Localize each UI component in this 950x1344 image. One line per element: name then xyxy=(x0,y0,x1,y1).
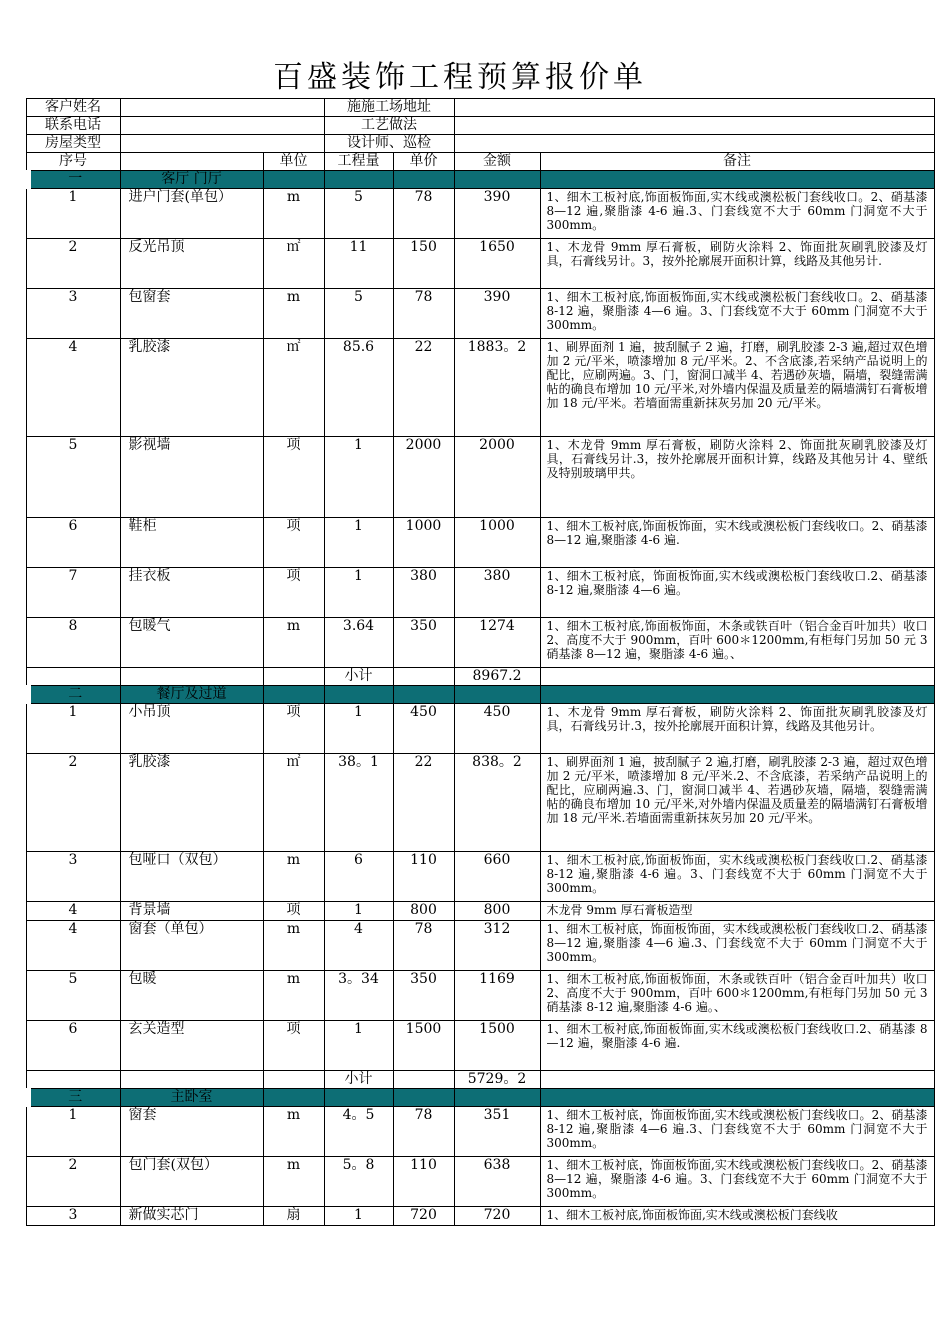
row-unit-price: 720 xyxy=(393,1207,454,1226)
row-item: 新做实芯门 xyxy=(120,1207,263,1226)
row-note: 1、刷界面剂 1 遍，披刮腻子 2 遍，打磨，刷乳胶漆 2-3 遍,超过双色增加 2 元/平米，喷漆增加 8 元/平米。2、不含底漆,若采纳产品说明上的配比，应刷两遍。3、门，窗洞口减半 4、若遇砂灰墙，隔墙，裂缝需满帖的确良布增加 10 元/平米,对外墙内保温及质量差的隔墙满钉石膏板增加 18 元/平米。若墙面需重新抹灰另加 20 元/平米。 xyxy=(540,339,934,437)
row-note: 1、细木工板衬底，饰面板饰面,实木线或澳松板门套线收口。2、硝基漆 8—12 遍，聚脂漆 4-6 遍。3、门套线宽不大于 60mm 门洞宽不大于 300mm。 xyxy=(540,1157,934,1207)
row-quantity: 3。34 xyxy=(324,971,393,1021)
subtotal-blank xyxy=(393,1071,454,1089)
row-note: 1、细木工板衬底,饰面板饰面,实木线或澳松板门套线收口.2、硝基漆 8—12 遍，聚脂漆 4-6 遍. xyxy=(540,1021,934,1071)
col-header-price: 单价 xyxy=(393,153,454,171)
row-unit: 项 xyxy=(263,1021,324,1071)
row-note: 1、细木工板衬底,饰面板饰面，木条或铁百叶（铝合金百叶加共）收口 2、高度不大于 900mm，百叶 600＊1200mm,有柜每门另加 50 元 3 硝基漆 8—12 遍，聚脂漆 4-6 遍。、 xyxy=(540,618,934,668)
row-amount: 838。2 xyxy=(454,754,540,852)
row-amount: 351 xyxy=(454,1107,540,1157)
table-row xyxy=(26,1107,934,1157)
row-number: 5 xyxy=(26,437,120,518)
row-unit-price: 78 xyxy=(393,189,454,239)
section-number: 三 xyxy=(26,1089,120,1107)
row-amount: 720 xyxy=(454,1207,540,1226)
row-note: 1、木龙骨 9mm 厚石膏板，刷防火涂料 2、饰面批灰刷乳胶漆及灯具，石膏线另计.3，按外抡廓展开面积计算，线路及其他另计 4、壁纸及特别玻璃甲共。 xyxy=(540,437,934,518)
row-unit-price: 2000 xyxy=(393,437,454,518)
subtotal-row xyxy=(26,668,934,686)
row-note: 1、细木工板衬底,饰面板饰面,实木线或澳松板门套线收 xyxy=(540,1207,934,1226)
row-unit: m xyxy=(263,971,324,1021)
section-blank-cell xyxy=(263,1089,324,1107)
section-header xyxy=(26,686,934,704)
row-unit: m xyxy=(263,1107,324,1157)
row-number: 1 xyxy=(26,1107,120,1157)
row-number: 2 xyxy=(26,1157,120,1207)
row-item: 挂衣板 xyxy=(120,568,263,618)
row-unit-price: 22 xyxy=(393,754,454,852)
row-unit-price: 78 xyxy=(393,1107,454,1157)
row-quantity: 4。5 xyxy=(324,1107,393,1157)
section-name: 主卧室 xyxy=(120,1089,263,1107)
row-item: 包暖 xyxy=(120,971,263,1021)
row-quantity: 3.64 xyxy=(324,618,393,668)
row-item: 包暖气 xyxy=(120,618,263,668)
subtotal-blank xyxy=(393,668,454,686)
row-unit: 项 xyxy=(263,437,324,518)
row-note: 1、刷界面剂 1 遍，披刮腻子 2 遍,打磨，刷乳胶漆 2-3 遍，超过双色增加 2 元/平米，喷漆增加 8 元/平米.2、不含底漆，若采纳产品说明上的配比，应刷两遍.3、门，窗洞口减半 4、若遇砂灰墙，隔墙，裂缝需满帖的确良布增加 10 元/平米,对外墙内保温及质量差的隔墙满钉石膏板增加 18 元/平米.若墙面需重新抹灰另加 20 元/平米。 xyxy=(540,754,934,852)
row-quantity: 1 xyxy=(324,902,393,921)
table-row xyxy=(26,971,934,1021)
row-note: 1、细木工板衬底，饰面板饰面，实木线或澳松板门套线收口.2、硝基漆 8—12 遍,聚脂漆 4—6 遍.3、门套线宽不大于 60mm 门洞宽不大于 300mm。 xyxy=(540,921,934,971)
row-unit: ㎡ xyxy=(263,239,324,289)
customer-name-value[interactable] xyxy=(120,99,324,117)
section-blank-cell xyxy=(393,1089,454,1107)
table-row xyxy=(26,902,934,921)
row-unit: m xyxy=(263,852,324,902)
row-number: 2 xyxy=(26,239,120,289)
row-item: 窗套 xyxy=(120,1107,263,1157)
section-blank-cell xyxy=(454,686,540,704)
row-quantity: 5 xyxy=(324,189,393,239)
row-note: 1、木龙骨 9mm 厚石膏板，刷防火涂料 2、饰面批灰刷乳胶漆及灯具，石膏线另计。3，按外抡廓展开面积计算，线路及其他另计. xyxy=(540,239,934,289)
row-unit-price: 350 xyxy=(393,971,454,1021)
row-item: 进户门套(单包） xyxy=(120,189,263,239)
row-unit: 项 xyxy=(263,568,324,618)
row-amount: 390 xyxy=(454,189,540,239)
row-note: 1、细木工板衬底,饰面板饰面，实木线或澳松板门套线收口。2、硝基漆 8—12 遍,聚脂漆 4-6 遍. xyxy=(540,518,934,568)
table-row xyxy=(26,852,934,902)
row-number: 5 xyxy=(26,971,120,1021)
row-amount: 1274 xyxy=(454,618,540,668)
row-item: 影视墙 xyxy=(120,437,263,518)
subtotal-label: 小计 xyxy=(324,668,393,686)
row-unit-price: 350 xyxy=(393,618,454,668)
table-row xyxy=(26,518,934,568)
row-unit-price: 1000 xyxy=(393,518,454,568)
row-amount: 638 xyxy=(454,1157,540,1207)
row-quantity: 1 xyxy=(324,568,393,618)
section-blank-cell xyxy=(454,1089,540,1107)
table-row xyxy=(26,339,934,437)
header-row-customer xyxy=(26,99,934,117)
customer-name-label: 客户姓名 xyxy=(26,99,120,117)
column-header-row xyxy=(26,153,934,171)
row-unit-price: 800 xyxy=(393,902,454,921)
row-item: 玄关造型 xyxy=(120,1021,263,1071)
table-row xyxy=(26,754,934,852)
table-row xyxy=(26,437,934,518)
section-blank-cell xyxy=(324,1089,393,1107)
row-amount: 2000 xyxy=(454,437,540,518)
section-header xyxy=(26,1089,934,1107)
section-blank-cell xyxy=(263,171,324,189)
table-row xyxy=(26,921,934,971)
table-row xyxy=(26,1021,934,1071)
row-number: 2 xyxy=(26,754,120,852)
row-amount: 1650 xyxy=(454,239,540,289)
row-number: 1 xyxy=(26,704,120,754)
row-quantity: 1 xyxy=(324,1207,393,1226)
section-blank-cell xyxy=(263,686,324,704)
row-unit: m xyxy=(263,289,324,339)
row-unit: ㎡ xyxy=(263,754,324,852)
subtotal-value: 5729。2 xyxy=(454,1071,540,1089)
section-blank-cell xyxy=(540,171,934,189)
site-address-value[interactable] xyxy=(454,99,934,117)
section-name: 餐厅及过道 xyxy=(120,686,263,704)
row-number: 4 xyxy=(26,921,120,971)
row-note: 1、细木工板衬底,饰面板饰面,实木线或澳松板门套线收口。2、硝基漆 8-12 遍，聚脂漆 4—6 遍。3、门套线宽不大于 60mm 门洞宽不大于 300mm。 xyxy=(540,289,934,339)
row-item: 乳胶漆 xyxy=(120,339,263,437)
row-number: 3 xyxy=(26,852,120,902)
row-quantity: 5。8 xyxy=(324,1157,393,1207)
row-amount: 312 xyxy=(454,921,540,971)
subtotal-blank xyxy=(540,668,934,686)
row-number: 6 xyxy=(26,1021,120,1071)
header-row-house xyxy=(26,135,934,153)
row-note: 1、细木工板衬底,饰面板饰面，实木线或澳松板门套线收口.2、硝基漆 8-12 遍,聚脂漆 4-6 遍。3、门套线宽不大于 60mm 门洞宽不大于 300mm。 xyxy=(540,852,934,902)
table-row xyxy=(26,239,934,289)
row-amount: 1000 xyxy=(454,518,540,568)
subtotal-blank xyxy=(26,668,120,686)
subtotal-blank xyxy=(120,1071,263,1089)
house-type-value[interactable] xyxy=(120,135,324,153)
row-unit-price: 78 xyxy=(393,921,454,971)
row-item: 乳胶漆 xyxy=(120,754,263,852)
row-amount: 450 xyxy=(454,704,540,754)
row-quantity: 1 xyxy=(324,437,393,518)
section-number: 二 xyxy=(26,686,120,704)
row-unit: ㎡ xyxy=(263,339,324,437)
section-blank-cell xyxy=(540,686,934,704)
table-row xyxy=(26,289,934,339)
row-item: 窗套（单包） xyxy=(120,921,263,971)
section-blank-cell xyxy=(540,1089,934,1107)
row-note: 1、木龙骨 9mm 厚石膏板，刷防火涂料 2、饰面批灰刷乳胶漆及灯具，石膏线另计.3，按外抡廓展开面积计算，线路及其他另计。 xyxy=(540,704,934,754)
section-header xyxy=(26,171,934,189)
row-unit-price: 380 xyxy=(393,568,454,618)
row-number: 8 xyxy=(26,618,120,668)
subtotal-label: 小计 xyxy=(324,1071,393,1089)
row-number: 4 xyxy=(26,339,120,437)
subtotal-blank xyxy=(120,668,263,686)
row-unit-price: 1500 xyxy=(393,1021,454,1071)
row-note: 1、细木工板衬底,饰面板饰面,实木线或澳松板门套线收口。2、硝基漆 8—12 遍,聚脂漆 4-6 遍.3、门套线宽不大于 60mm 门洞宽不大于 300mm。 xyxy=(540,189,934,239)
row-unit: m xyxy=(263,618,324,668)
quote-table xyxy=(21,98,935,1226)
row-number: 3 xyxy=(26,1207,120,1226)
row-item: 背景墙 xyxy=(120,902,263,921)
table-row xyxy=(26,568,934,618)
row-note: 1、细木工板衬底，饰面板饰面,实木线或澳松板门套线收口.2、硝基漆 8-12 遍,聚脂漆 4—6 遍。 xyxy=(540,568,934,618)
row-unit-price: 110 xyxy=(393,1157,454,1207)
col-header-no: 序号 xyxy=(26,153,120,171)
col-header-amount: 金额 xyxy=(454,153,540,171)
row-quantity: 6 xyxy=(324,852,393,902)
designer-value[interactable] xyxy=(454,135,934,153)
subtotal-blank xyxy=(263,668,324,686)
subtotal-value: 8967.2 xyxy=(454,668,540,686)
row-note: 木龙骨 9mm 厚石膏板造型 xyxy=(540,902,934,921)
row-amount: 1169 xyxy=(454,971,540,1021)
table-row xyxy=(26,189,934,239)
row-amount: 390 xyxy=(454,289,540,339)
table-row xyxy=(26,704,934,754)
row-unit: m xyxy=(263,921,324,971)
row-number: 4 xyxy=(26,902,120,921)
subtotal-row xyxy=(26,1071,934,1089)
row-item: 小吊顶 xyxy=(120,704,263,754)
row-quantity: 1 xyxy=(324,704,393,754)
row-number: 3 xyxy=(26,289,120,339)
row-unit-price: 150 xyxy=(393,239,454,289)
row-unit: m xyxy=(263,1157,324,1207)
row-amount: 1500 xyxy=(454,1021,540,1071)
section-blank-cell xyxy=(324,171,393,189)
row-amount: 1883。2 xyxy=(454,339,540,437)
house-type-label: 房屋类型 xyxy=(26,135,120,153)
table-row xyxy=(26,1157,934,1207)
section-number: 一 xyxy=(26,171,120,189)
row-amount: 800 xyxy=(454,902,540,921)
subtotal-blank xyxy=(263,1071,324,1089)
row-unit-price: 78 xyxy=(393,289,454,339)
row-unit: m xyxy=(263,189,324,239)
section-blank-cell xyxy=(393,171,454,189)
phone-label: 联系电话 xyxy=(26,117,120,135)
row-note: 1、细木工板衬底,饰面板饰面，木条或铁百叶（铝合金百叶加共）收口 2、高度不大于 900mm，百叶 600＊1200mm,有柜每门另加 50 元 3 硝基漆 8-12 遍,聚脂漆 4-6 遍。、 xyxy=(540,971,934,1021)
row-note: 1、细木工板衬底，饰面板饰面,实木线或澳松板门套线收口。2、硝基漆 8-12 遍,聚脂漆 4—6 遍.3、门套线宽不大于 60mm 门洞宽不大于 300mm。 xyxy=(540,1107,934,1157)
row-quantity: 38。1 xyxy=(324,754,393,852)
table-row xyxy=(26,618,934,668)
row-unit-price: 450 xyxy=(393,704,454,754)
row-number: 6 xyxy=(26,518,120,568)
row-item: 鞋柜 xyxy=(120,518,263,568)
page-title: 百盛装饰工程预算报价单 xyxy=(273,60,647,95)
row-item: 包门套(双包） xyxy=(120,1157,263,1207)
row-quantity: 85.6 xyxy=(324,339,393,437)
section-blank-cell xyxy=(454,171,540,189)
phone-value[interactable] xyxy=(120,117,324,135)
craft-value[interactable] xyxy=(454,117,934,135)
row-quantity: 4 xyxy=(324,921,393,971)
row-amount: 660 xyxy=(454,852,540,902)
row-unit-price: 22 xyxy=(393,339,454,437)
row-unit: 项 xyxy=(263,704,324,754)
row-number: 1 xyxy=(26,189,120,239)
header-row-phone xyxy=(26,117,934,135)
row-unit: 项 xyxy=(263,518,324,568)
col-header-unit: 单位 xyxy=(263,153,324,171)
section-blank-cell xyxy=(324,686,393,704)
row-quantity: 5 xyxy=(324,289,393,339)
row-quantity: 11 xyxy=(324,239,393,289)
row-quantity: 1 xyxy=(324,518,393,568)
subtotal-blank xyxy=(540,1071,934,1089)
col-header-item xyxy=(120,153,263,171)
row-item: 反光吊顶 xyxy=(120,239,263,289)
col-header-note: 备注 xyxy=(540,153,934,171)
row-number: 7 xyxy=(26,568,120,618)
row-item: 包窗套 xyxy=(120,289,263,339)
row-item: 包哑口（双包） xyxy=(120,852,263,902)
row-unit: 扇 xyxy=(263,1207,324,1226)
row-unit: 项 xyxy=(263,902,324,921)
row-amount: 380 xyxy=(454,568,540,618)
subtotal-blank xyxy=(26,1071,120,1089)
row-unit-price: 110 xyxy=(393,852,454,902)
row-quantity: 1 xyxy=(324,1021,393,1071)
col-header-qty: 工程量 xyxy=(324,153,393,171)
section-name: 客厅 门厅 xyxy=(120,171,263,189)
designer-label: 设计师、巡检 xyxy=(324,135,454,153)
site-address-label: 施施工场地址 xyxy=(324,99,454,117)
table-row xyxy=(26,1207,934,1226)
section-blank-cell xyxy=(393,686,454,704)
craft-label: 工艺做法 xyxy=(324,117,454,135)
